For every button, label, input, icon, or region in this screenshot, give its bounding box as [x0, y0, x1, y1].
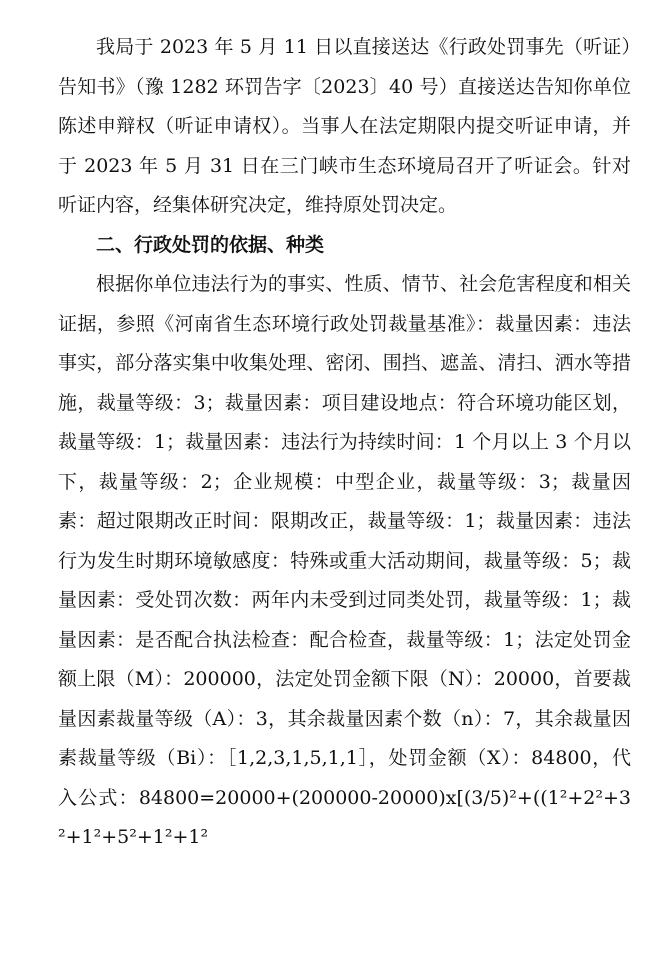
section-heading: 二、行政处罚的依据、种类: [96, 233, 325, 256]
paragraph-penalty-basis: 根据你单位违法行为的事实、性质、情节、社会危害程度和相关证据，参照《河南省生态环境行政处罚裁量基准》：裁量因素：违法事实，部分落实集中收集处理、密闭、围挡、遮盖、清扫、洒水等措施，裁量等级：3；裁量因素：项目建设地点：符合环境功能区划，裁量等级：1；裁量因素：违法行为持续时间：1 个月以上 3 个月以下，裁量等级：2；企业规模：中型企业，裁量等级：3；裁量因素：超过限期改正时间：限期改正，裁量等级：1；裁量因素：违法行为发生时期环境敏感度：特殊或重大活动期间，裁量等级：5；裁量因素：受处罚次数：两年内未受到过同类处罚，裁量等级：1；裁量因素：是否配合执法检查：配合检查，裁量等级：1；法定处罚金额上限（M）：200000，法定处罚金额下限（N）：20000，首要裁量因素裁量等级（A）：3，其余裁量因素个数（n）：7，其余裁量因素裁量等级（Bi）：［1,2,3,1,5,1,1］，处罚金额（X）：84800，代入公式：84800=20000+(200000-20000)x[(3/5)²+((1²+2²+3²+1²+5²+1²+1²: [58, 273, 631, 848]
paragraph-hearing-notice: 我局于 2023 年 5 月 11 日以直接送达《行政处罚事先（听证）告知书》（豫 1282 环罚告字〔2023〕40 号）直接送达告知你单位陈述申辩权（听证申请权）。当事人在法定期限内提交听证申请，并于 2023 年 5 月 31 日在三门峡市生态环境局召开了听证会。针对听证内容，经集体研究决定，维持原处罚决定。: [58, 36, 631, 216]
